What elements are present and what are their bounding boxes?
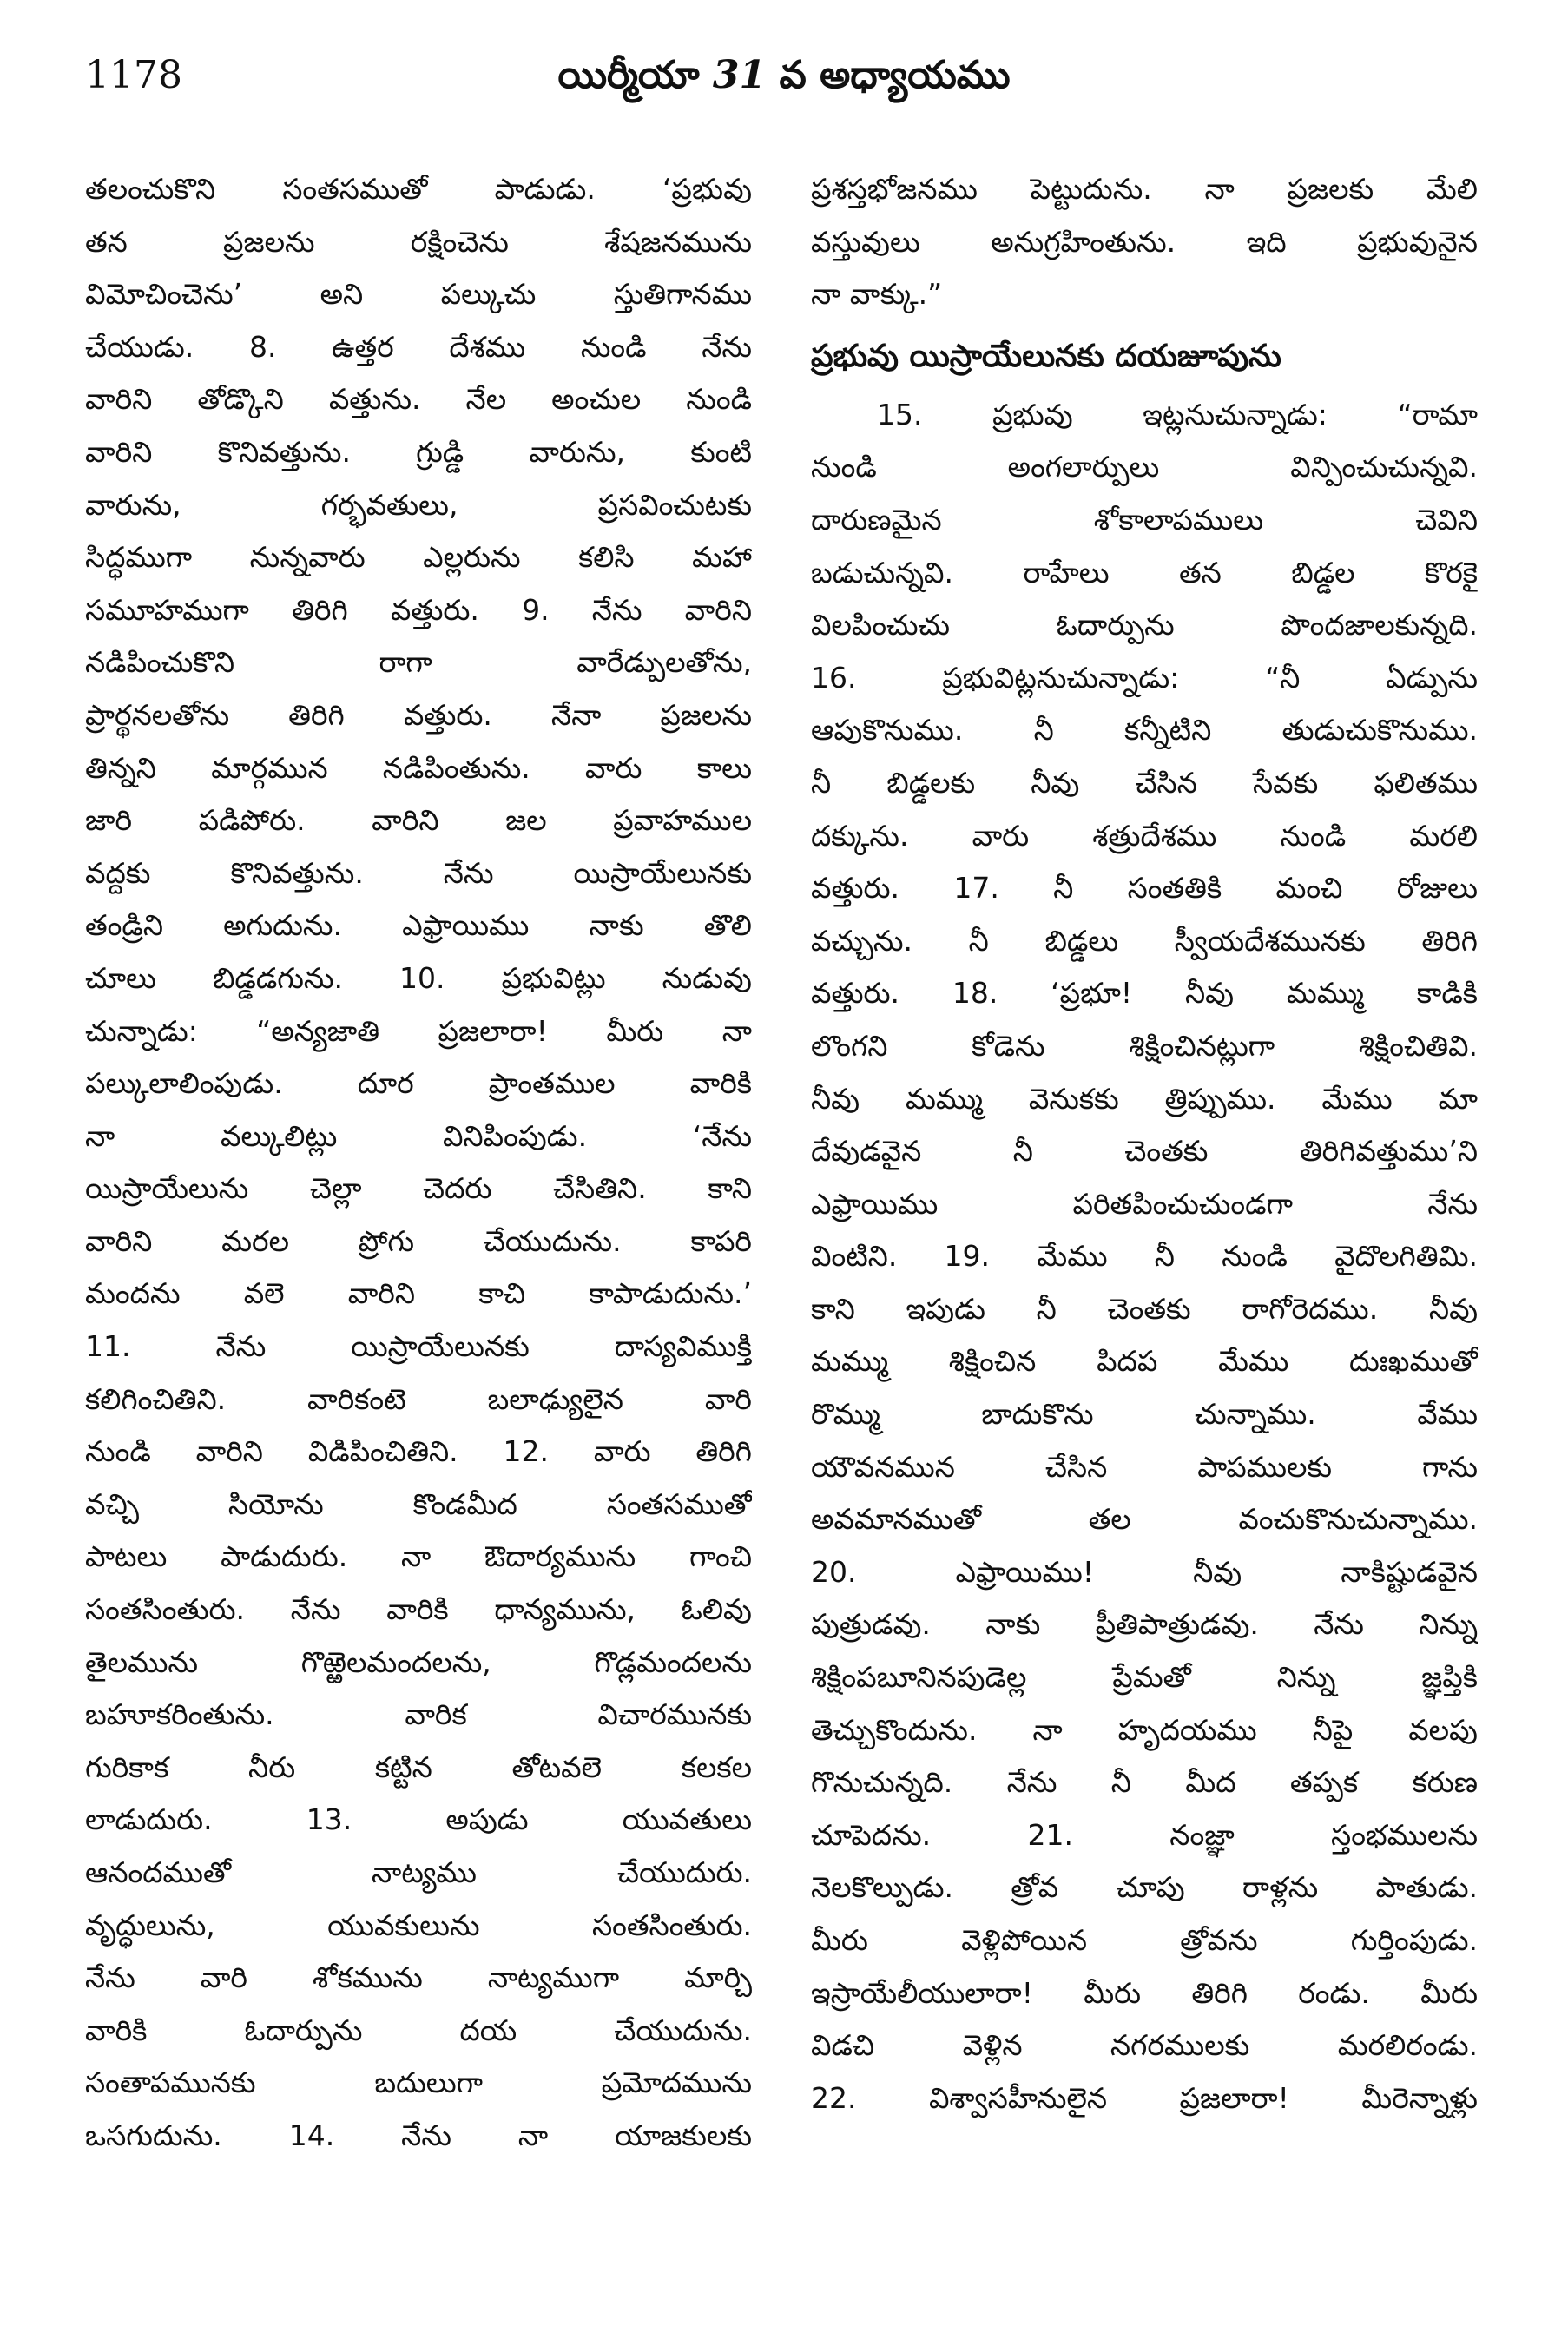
text-line: తెచ్చుకొందును. నా హృదయము నీపై వలపు	[811, 1712, 1478, 1747]
text-line: మందను వలె వారిని కాచి కాపాడుదును.’	[85, 1276, 752, 1311]
page-number: 1178	[85, 53, 182, 97]
text-line: విమోచించెను’ అని పల్కుచు స్తుతిగానము	[85, 277, 752, 312]
text-line: నా వాక్కు.”	[811, 277, 943, 312]
text-line: నీవు మమ్ము వెనుకకు త్రిప్పుము. మేము మా	[811, 1081, 1478, 1116]
text-line: సంతసింతురు. నేను వారికి ధాన్యమును, ఓలివు	[85, 1592, 752, 1627]
text-line: వారిని కొనివత్తును. గ్రుడ్డి వారును, కుంటి	[85, 434, 752, 469]
text-line: రొమ్ము బాదుకొను చున్నాము. వేము	[811, 1397, 1478, 1432]
text-line: ఒసగుదును. 14. నేను నా యాజకులకు	[85, 2118, 752, 2152]
text-line: ఆనందముతో నాట్యము చేయుదురు.	[85, 1855, 752, 1889]
text-line: నుండి అంగలార్పులు విన్పించుచున్నవి.	[811, 450, 1478, 484]
text-line: వారిని మరల ప్రోగు చేయుదును. కాపరి	[85, 1223, 752, 1258]
text-line: వింటిని. 19. మేము నీ నుండి వైదొలగితిమి.	[811, 1239, 1478, 1274]
text-line: సమూహముగా తిరిగి వత్తురు. 9. నేను వారిని	[85, 592, 752, 627]
text-line: పుత్రుడవు. నాకు ప్రీతిపాత్రుడవు. నేను నిన్ను	[811, 1607, 1478, 1642]
text-line: 22. విశ్వాసహీనులైన ప్రజలారా! మీరెన్నాళ్లు	[811, 2080, 1478, 2115]
text-line: వచ్చును. నీ బిడ్డలు స్వీయదేశమునకు తిరిగి	[811, 923, 1478, 958]
text-line: లాడుదురు. 13. అపుడు యువతులు	[85, 1802, 752, 1837]
text-line: మీరు వెళ్లిపోయిన త్రోవను గుర్తింపుడు.	[811, 1923, 1478, 1957]
left-column	[85, 163, 752, 2163]
text-line: పాటలు పాడుదురు. నా ఔదార్యమును గాంచి	[85, 1539, 752, 1574]
text-line: 16. ప్రభువిట్లనుచున్నాడు: “నీ ఏడ్పును	[811, 660, 1478, 695]
section-heading: ప్రభువు యిస్రాయేలునకు దయజూపును	[811, 338, 1281, 374]
text-line: తన ప్రజలను రక్షించెను శేషజనమును	[85, 224, 752, 259]
text-line: వారిని తోడ్కొని వత్తును. నేల అంచుల నుండి	[85, 382, 752, 417]
text-line: తిన్నని మార్గమున నడిపింతును. వారు కాలు	[85, 750, 752, 785]
chapter-label: వ అధ్యాయము	[779, 53, 1011, 97]
text-line: మమ్ము శిక్షించిన పిదప మేము దుఃఖముతో	[811, 1344, 1478, 1379]
text-line: గొనుచున్నది. నేను నీ మీద తప్పక కరుణ	[811, 1765, 1478, 1800]
text-line: కలిగించితిని. వారికంటె బలాఢ్యులైన వారి	[85, 1381, 752, 1416]
text-line: కాని ఇపుడు నీ చెంతకు రాగోరెదము. నీవు	[811, 1291, 1478, 1326]
text-line: నా వల్కులిట్లు వినిపింపుడు. ‘నేను	[85, 1118, 752, 1153]
text-line: విడచి వెళ్లిన నగరములకు మరలిరండు.	[811, 2028, 1478, 2063]
text-line: సిద్ధముగా నున్నవారు ఎల్లరును కలిసి మహా	[85, 540, 752, 575]
text-line: నెలకొల్పుడు. త్రోవ చూపు రాళ్లను పాతుడు.	[811, 1870, 1478, 1905]
text-line: గురికాక నీరు కట్టిన తోటవలె కలకల	[85, 1749, 752, 1784]
text-line: దేవుడవైన నీ చెంతకు తిరిగివత్తుము’ని	[811, 1134, 1478, 1169]
text-line: వారికి ఓదార్పును దయ చేయుదును.	[85, 2013, 752, 2047]
text-line: వచ్చి సియోను కొండమీద సంతసముతో	[85, 1486, 752, 1521]
text-line: యౌవనమున చేసిన పాపములకు గాను	[811, 1449, 1478, 1484]
text-line: జారి పడిపోరు. వారిని జల ప్రవాహముల	[85, 803, 752, 838]
text-line: వస్తువులు అనుగ్రహింతును. ఇది ప్రభువునైన	[811, 224, 1478, 259]
text-line: ప్రశస్తభోజనము పెట్టుదును. నా ప్రజలకు మేలి	[811, 172, 1478, 206]
text-line: తండ్రిని అగుదును. ఎఫ్రాయిము నాకు తొలి	[85, 908, 752, 943]
text-line: బహూకరింతును. వారిక విచారమునకు	[85, 1697, 752, 1732]
book-name: యిర్మీయా	[557, 53, 700, 97]
text-line: నీ బిడ్డలకు నీవు చేసిన సేవకు ఫలితము	[811, 765, 1478, 800]
text-line: వత్తురు. 18. ‘ప్రభూ! నీవు మమ్ము కాడికి	[811, 976, 1478, 1011]
text-line: వారును, గర్భవతులు, ప్రసవించుటకు	[85, 487, 752, 522]
chapter-number: 31	[712, 53, 767, 97]
text-line: నడిపించుకొని రాగా వారేడ్పులతోను,	[85, 645, 752, 680]
text-line: బడుచున్నవి. రాహేలు తన బిడ్డల కొరకై	[811, 555, 1478, 590]
running-head	[85, 45, 1483, 106]
page-header	[85, 45, 1483, 106]
text-line: తైలమును గొఱ్ఱెలమందలను, గొడ్లమందలను	[85, 1644, 752, 1679]
text-line: లొంగని కోడెను శిక్షించినట్లుగా శిక్షించితివి.	[811, 1028, 1478, 1063]
text-line: పల్కులాలింపుడు. దూర ప్రాంతముల వారికి	[85, 1066, 752, 1101]
text-line: నేను వారి శోకమును నాట్యముగా మార్చి	[85, 1960, 752, 1995]
text-line: ఇస్రాయేలీయులారా! మీరు తిరిగి రండు. మీరు	[811, 1975, 1478, 2010]
text-line: సంతాపమునకు బదులుగా ప్రమోదమును	[85, 2065, 752, 2100]
text-line: చున్నాడు: “అన్యజాతి ప్రజలారా! మీరు నా	[85, 1013, 752, 1048]
text-line: 11. నేను యిస్రాయేలునకు దాస్యవిముక్తి	[85, 1329, 752, 1364]
text-line: అవమానముతో తల వంచుకొనుచున్నాము.	[811, 1502, 1478, 1537]
text-line: దక్కును. వారు శత్రుదేశము నుండి మరలి	[811, 818, 1478, 853]
text-line: ఆపుకొనుము. నీ కన్నీటిని తుడుచుకొనుము.	[811, 713, 1478, 748]
text-line: నుండి వారిని విడిపించితిని. 12. వారు తిరిగి	[85, 1434, 752, 1469]
text-line: చేయుడు. 8. ఉత్తర దేశము నుండి నేను	[85, 329, 752, 364]
text-line: ఎఫ్రాయిము పరితపించుచుండగా నేను	[811, 1186, 1478, 1221]
text-line: వద్దకు కొనివత్తును. నేను యిస్రాయేలునకు	[85, 855, 752, 890]
text-line: యిస్రాయేలును చెల్లా చెదరు చేసితిని. కాని	[85, 1171, 752, 1206]
text-line: శిక్షింపబూనినపుడెల్ల ప్రేమతో నిన్ను జ్ఞప్తికి	[811, 1660, 1478, 1695]
text-line: తలంచుకొని సంతసముతో పాడుడు. ‘ప్రభువు	[85, 172, 752, 206]
text-line: చూలు బిడ్డడగును. 10. ప్రభువిట్లు నుడువు	[85, 960, 752, 995]
text-line: చూపెదను. 21. నంజ్ఞా స్తంభములను	[811, 1817, 1478, 1852]
text-line: ప్రార్థనలతోను తిరిగి వత్తురు. నేనా ప్రజలను	[85, 697, 752, 732]
text-line: విలపించుచు ఓదార్పును పొందజాలకున్నది.	[811, 608, 1478, 642]
text-line: వృద్ధులును, యువకులును సంతసింతురు.	[85, 1907, 752, 1942]
text-line: 20. ఎఫ్రాయిము! నీవు నాకిష్టుడవైన	[811, 1554, 1478, 1589]
text-line: దారుణమైన శోకాలాపములు చెవిని	[811, 502, 1478, 537]
text-line: 15. ప్రభువు ఇట్లనుచున్నాడు: “రామా	[877, 397, 1478, 432]
text-line: వత్తురు. 17. నీ సంతతికి మంచి రోజులు	[811, 871, 1478, 906]
right-column	[811, 163, 1478, 2125]
